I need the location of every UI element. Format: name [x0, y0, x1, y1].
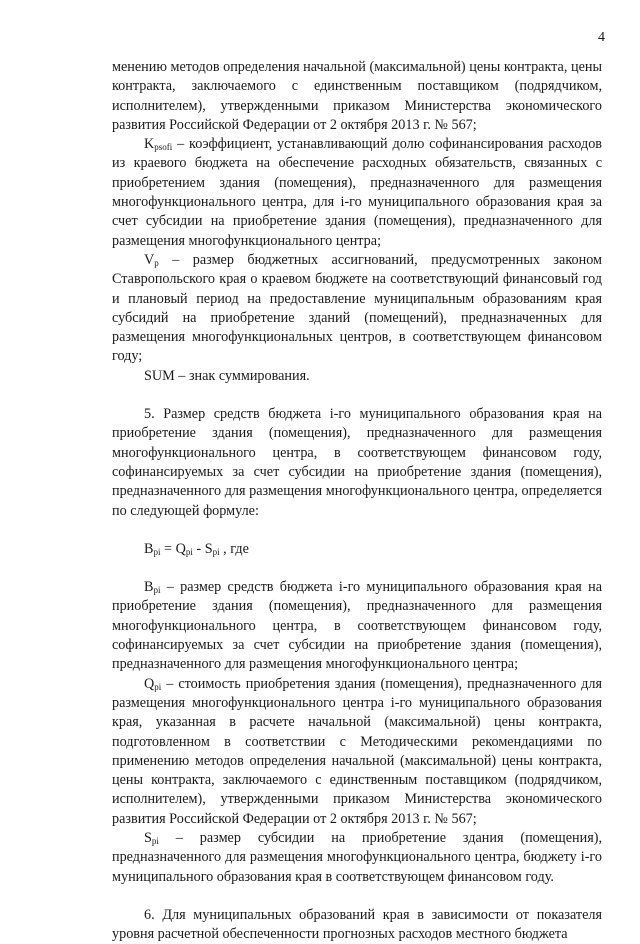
definition-text: – коэффициент, устанавливающий долю софинансирования расходов из краевого бюджета на обеспечение расходных обязательств, связанных с приобретением здания (помещения), предназначенного для размещения многофункционального центра, для i-го муниципального образования края за счет субсидии на приобретение здания (помещения), предназначенного для размещения многофункционального центра; [112, 136, 602, 249]
paragraph-section-5: 5. Размер средств бюджета i-го муниципального образования края на приобретение здания (помещения), предназначенного для размещения многофункционального центра, в соответствующем финансовом году, софинансируемых за счет субсидии на приобретение здания (помещения), предназначенного для размещения многофункционального центра, определяется по следующей формуле: [112, 406, 602, 519]
symbol-s-subscript: pi [151, 835, 159, 846]
paragraph-spi-definition [112, 829, 602, 887]
formula-b: B [144, 540, 154, 557]
formula-minus: - [192, 540, 205, 557]
symbol-k: K [144, 136, 155, 153]
paragraph-section-6: 6. Для муниципальных образований края в зависимости от показателя уровня расчетной обеспеченности прогнозных расходов местного бюджета [112, 906, 602, 943]
formula-q: Q [175, 540, 186, 557]
definition-text: – размер бюджетных ассигнований, предусмотренных законом Ставропольского края о краевом бюджете на соответствующий финансовый год и плановый период на предоставление муниципальным образованиям края субсидий на приобретение зданий (помещений), предназначенных для размещения многофункциональных центров, в соответствующем финансовом году; [112, 251, 602, 365]
formula-s-subscript: pi [212, 546, 220, 557]
definition-text: – стоимость приобретения здания (помещения), предназначенного для размещения многофункционального центра i-го муниципального образования края, указанная в расчете начальной (максимальной) цены контракта, подготовленном в соответствии с Методическими рекомендациями по применению методов определения начальной (максимальной) цены контракта, цены контракта, заключаемого с единственным поставщиком (подрядчиком, исполнителем), утвержденными приказом Министерства экономического развития Российской Федерации от 2 октября 2013 г. № 567; [112, 675, 602, 827]
paragraph-qpi-definition [112, 675, 602, 829]
formula-q-subscript: pi [185, 546, 193, 557]
paragraph-continuation: менению методов определения начальной (максимальной) цены контракта, цены контракта, заключаемого с единственным поставщиком (подрядчиком, исполнителем), утвержденными приказом Министерства экономического развития Российской Федерации от 2 октября 2013 г. № 567; [112, 59, 602, 133]
symbol-b: B [144, 579, 154, 596]
paragraph-bpi-definition [112, 578, 602, 674]
formula-b-subscript: pi [153, 546, 161, 557]
symbol-v-subscript: p [154, 257, 159, 268]
symbol-q-subscript: pi [154, 681, 162, 692]
symbol-k-subscript: psofi [154, 142, 173, 153]
formula-bpi [112, 540, 602, 559]
document-body [112, 58, 602, 944]
definition-text: – размер субсидии на приобретение здания (помещения), предназначенного для размещения многофункционального центра, бюджету i-го муниципального образования края в соответствующем финансовом году. [112, 829, 602, 885]
definition-text: – размер средств бюджета i-го муниципального образования края на приобретение здания (помещения), предназначенного для размещения многофункционального центра, в соответствующем финансовом году, софинансируемых за счет субсидии на приобретение здания (помещения), предназначенного для размещения многофункционального центра; [112, 579, 602, 673]
paragraph-kpsofi-definition [112, 135, 602, 251]
formula-tail: , где [219, 540, 249, 557]
symbol-q: Q [144, 675, 155, 692]
page-number: 4 [598, 30, 605, 45]
symbol-v: V [144, 251, 155, 268]
paragraph-vp-definition [112, 251, 602, 367]
symbol-s: S [144, 829, 152, 846]
formula-s: S [204, 540, 213, 557]
symbol-b-subscript: pi [153, 585, 161, 596]
paragraph-sum-definition: SUM – знак суммирования. [144, 367, 310, 384]
formula-equals: = [160, 540, 176, 557]
